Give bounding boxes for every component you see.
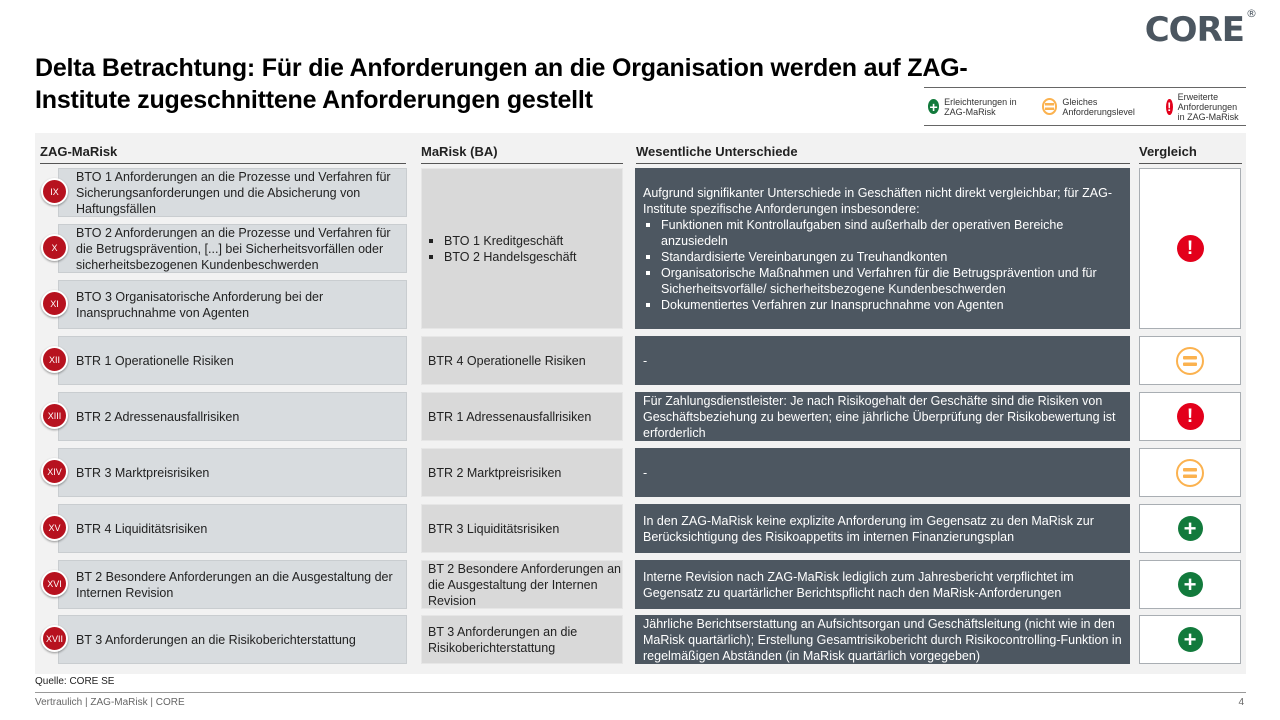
zag-row: BTO 1 Anforderungen an die Prozesse und Verfahren für Sicherungsanforderungen und die Absicherung von Haftungsfällen	[58, 168, 407, 217]
legend-item-equal: Gleiches Anforderungslevel	[1042, 97, 1158, 117]
comparison-cell	[1139, 168, 1241, 329]
legend-item-extended: ! Erweiterte Anforderungen in ZAG-MaRisk	[1167, 91, 1239, 122]
equals-circle-icon	[1042, 98, 1057, 115]
difference-cell: Interne Revision nach ZAG-MaRisk lediglich zum Jahresbericht verpflichtet im Gegensatz zu quartärlicher Berichtspflicht nach den MaRisk-Anforderungen	[635, 560, 1130, 609]
equals-circle-icon	[1176, 459, 1204, 487]
roman-badge: XII	[41, 346, 68, 373]
difference-cell: -	[635, 336, 1130, 385]
plus-circle-icon: +	[1178, 516, 1203, 541]
page-number: 4	[1238, 697, 1244, 708]
roman-badge: XVI	[41, 570, 68, 597]
marisk-cell: BTR 4 Operationelle Risiken	[421, 336, 623, 385]
source-note: Quelle: CORE SE	[35, 676, 115, 687]
marisk-cell: BTR 1 Adressenausfallrisiken	[421, 392, 623, 441]
marisk-cell: BT 3 Anforderungen an die Risikoberichterstattung	[421, 615, 623, 664]
roman-badge: X	[41, 234, 68, 261]
roman-badge: XV	[41, 514, 68, 541]
exclamation-circle-icon: !	[1177, 235, 1204, 262]
plus-circle-icon: +	[1178, 572, 1203, 597]
zag-row: BT 3 Anforderungen an die Risikoberichterstattung	[58, 615, 407, 664]
header-differences: Wesentliche Unterschiede	[636, 144, 1130, 164]
zag-row: BT 2 Besondere Anforderungen an die Ausgestaltung der Internen Revision	[58, 560, 407, 609]
exclamation-circle-icon: !	[1177, 403, 1204, 430]
roman-badge: XI	[41, 290, 68, 317]
difference-cell: Jährliche Berichtserstattung an Aufsichtsorgan und Geschäftsleitung (nicht wie in den MaRisk quartärlich); Erstellung Gesamtrisikobericht durch Risikocontrolling-Funktion in regelmäßigen Abständen (in MaRisk quartärlich vorgegeben)	[635, 615, 1130, 664]
zag-row: BTO 3 Organisatorische Anforderung bei der Inanspruchnahme von Agenten	[58, 280, 407, 329]
zag-row: BTO 2 Anforderungen an die Prozesse und Verfahren für die Betrugsprävention, [...] bei Sicherheitsvorfällen oder sicherheitsbezogenen Kundenbeschwerden	[58, 224, 407, 273]
exclamation-circle-icon: !	[1167, 99, 1172, 114]
page-title: Delta Betrachtung: Für die Anforderungen an die Organisation werden auf ZAG-Institute zugeschnittene Anforderungen gestellt	[35, 54, 968, 114]
comparison-cell	[1139, 336, 1241, 385]
footer-text: Vertraulich | ZAG-MaRisk | CORE	[35, 697, 185, 708]
roman-badge: XIV	[41, 458, 68, 485]
header-comparison: Vergleich	[1139, 144, 1242, 164]
comparison-cell	[1139, 448, 1241, 497]
difference-cell: Für Zahlungsdienstleister: Je nach Risikogehalt der Geschäfte sind die Risiken von Geschäftsbeziehung zu bewerten; eine jährliche Überprüfung der Risikobewertung ist erforderlich	[635, 392, 1130, 441]
roman-badge: IX	[41, 178, 68, 205]
marisk-cell: BTO 1 Kreditgeschäft BTO 2 Handelsgeschäft	[421, 168, 623, 329]
zag-row: BTR 3 Marktpreisrisiken	[58, 448, 407, 497]
plus-circle-icon: +	[1178, 627, 1203, 652]
zag-row: BTR 4 Liquiditätsrisiken	[58, 504, 407, 553]
comparison-cell	[1139, 504, 1241, 553]
header-zag-marisk: ZAG-MaRisk	[40, 144, 406, 164]
marisk-cell: BT 2 Besondere Anforderungen an die Ausgestaltung der Internen Revision	[421, 560, 623, 609]
header-marisk-ba: MaRisk (BA)	[421, 144, 623, 164]
roman-badge: XIII	[41, 402, 68, 429]
footer-divider	[35, 692, 1246, 693]
marisk-cell: BTR 3 Liquiditätsrisiken	[421, 504, 623, 553]
marisk-cell: BTR 2 Marktpreisrisiken	[421, 448, 623, 497]
legend-item-relief: + Erleichterungen in ZAG-MaRisk	[929, 96, 1017, 117]
difference-cell: Aufgrund signifikanter Unterschiede in Geschäften nicht direkt vergleichbar; für ZAG-Institute spezifische Anforderungen insbesondere: Funktionen mit Kontrollaufgaben sind außerhalb der operativen Bereiche anzusiedeln Standardisierte Vereinbarungen zu Treuhandkonten Organisatorische Maßnahmen und Verfahren für die Betrugsprävention und für Sicherheitsvorfälle/ sicherheitsbezogene Kundenbeschwerden Dokumentiertes Verfahren zur Inanspruchnahme von Agenten	[635, 168, 1130, 329]
zag-row: BTR 1 Operationelle Risiken	[58, 336, 407, 385]
roman-badge: XVII	[41, 625, 68, 652]
comparison-cell	[1139, 615, 1241, 664]
plus-circle-icon: +	[929, 98, 938, 115]
comparison-cell	[1139, 392, 1241, 441]
core-logo: CORE ®	[1144, 6, 1256, 50]
comparison-cell	[1139, 560, 1241, 609]
zag-row: BTR 2 Adressenausfallrisiken	[58, 392, 407, 441]
legend	[924, 87, 1246, 126]
difference-cell: -	[635, 448, 1130, 497]
difference-cell: In den ZAG-MaRisk keine explizite Anforderung im Gegensatz zu den MaRisk zur Berücksichtigung des Risikoappetits im internen Finanzierungsplan	[635, 504, 1130, 553]
equals-circle-icon	[1176, 347, 1204, 375]
